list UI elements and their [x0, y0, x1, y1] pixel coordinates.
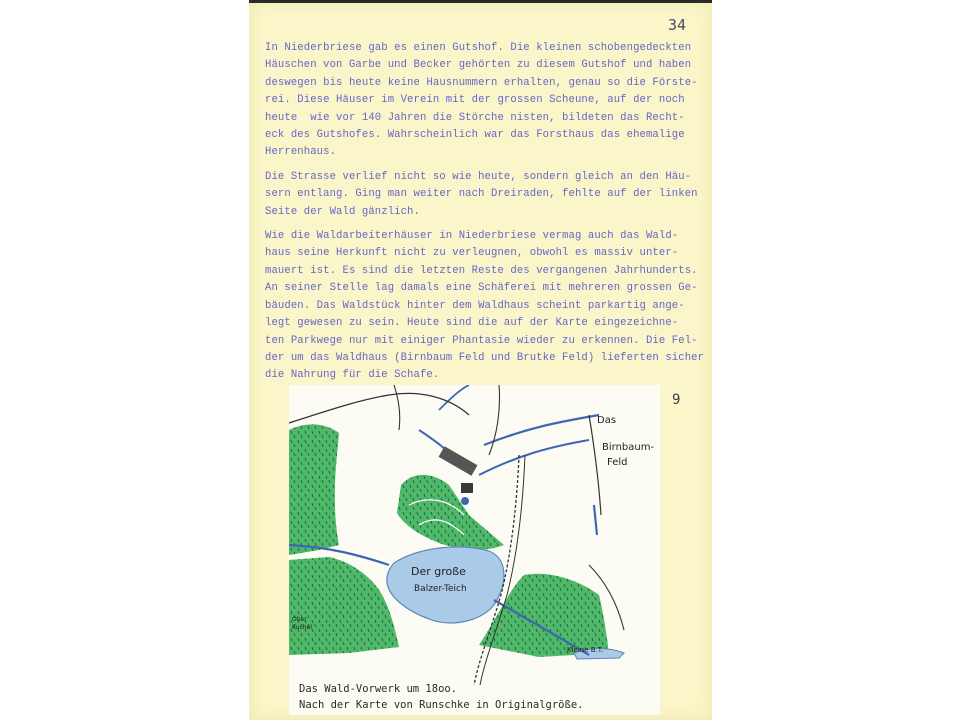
text-line: eck des Gutshofes. Wahrscheinlich war das Forsthaus das ehemalige [265, 129, 685, 142]
hand-drawn-map [289, 385, 660, 715]
text-line: An seiner Stelle lag damals eine Schäferei mit mehreren grossen Ge- [265, 282, 698, 295]
text-line: Seite der Wald gänzlich. [265, 205, 420, 218]
pond-tiny [461, 497, 469, 505]
road [394, 385, 400, 430]
text-line: haus seine Herkunft nicht zu verleugnen, obwohl es massiv unter- [265, 247, 679, 260]
map-drawing [289, 385, 660, 685]
stream [479, 440, 589, 475]
page-number: 34 [667, 16, 686, 34]
body-text [265, 40, 705, 392]
map-label-small-pond: Kleine B.T. [567, 646, 604, 654]
road [489, 385, 500, 455]
map-caption-source: Nach der Karte von Runschke in Originalgröße. [299, 699, 584, 711]
map-label-field: Das [597, 415, 617, 426]
text-line: Herrenhaus. [265, 146, 337, 159]
building [461, 483, 473, 493]
map-label-field: Birnbaum- [602, 442, 655, 453]
text-line: In Niederbriese gab es einen Gutshof. Die kleinen schobengedeckten [265, 42, 692, 54]
text-line: legt gewesen zu sein. Heute sind die auf der Karte eingezeichne- [265, 317, 679, 330]
text-line: sern entlang. Ging man weiter nach Dreiraden, fehlte auf der linken [265, 188, 698, 201]
text-line: ten Parkwege nur mit einiger Phantasie wieder zu erkennen. Die Fel- [265, 334, 698, 347]
map-label-pond: Balzer-Teich [414, 584, 467, 594]
building [439, 446, 478, 475]
map-label-upper-left: Kuchel [292, 624, 312, 631]
paragraph-3 [265, 228, 705, 385]
text-line: rei. Diese Häuser im Verein mit der grossen Scheune, auf der noch [265, 94, 685, 107]
text-line: bäuden. Das Waldstück hinter dem Waldhaus scheint parkartig ange- [265, 299, 685, 312]
text-line: die Nahrung für die Schafe. [265, 369, 440, 382]
text-line: deswegen bis heute keine Hausnummern erhalten, genau so die Förste- [265, 76, 698, 89]
text-line: Häuschen von Garbe und Becker gehörten zu diesem Gutshof und haben [265, 59, 692, 72]
text-line: heute wie vor 140 Jahren die Störche nisten, bildeten das Recht- [265, 111, 685, 124]
figure-number: 9 [672, 392, 681, 408]
map-label-pond: Der große [411, 565, 466, 578]
text-line: Die Strasse verlief nicht so wie heute, sondern gleich an den Häu- [265, 170, 692, 183]
stream [594, 505, 597, 535]
road [589, 415, 601, 515]
paragraph-1 [265, 40, 698, 162]
paragraph-2 [265, 169, 698, 221]
map-caption: Das Wald-Vorwerk um 18oo. [299, 683, 458, 695]
document-page [249, 0, 712, 720]
map-label-upper-left: Ober [292, 616, 307, 623]
stream [439, 385, 469, 410]
text-line: der um das Waldhaus (Birnbaum Feld und Brutke Feld) lieferten sicher [265, 351, 705, 364]
text-line: mauert ist. Es sind die letzten Reste des vergangenen Jahrhunderts. [265, 264, 698, 277]
text-line: Wie die Waldarbeiterhäuser in Niederbriese vermag auch das Wald- [265, 230, 679, 243]
map-label-field: Feld [607, 457, 628, 468]
